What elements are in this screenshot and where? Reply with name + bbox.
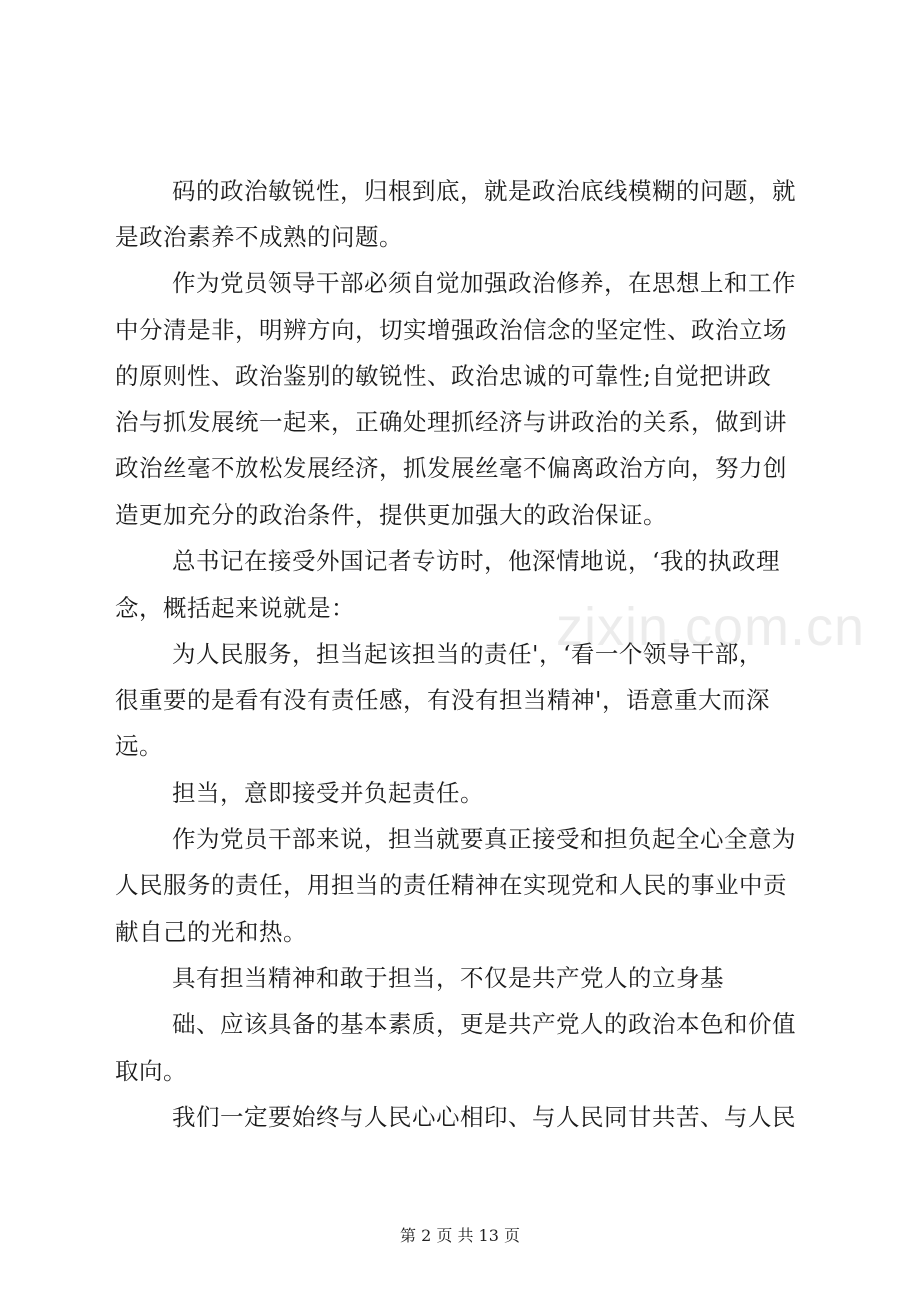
text-line: 的原则性、政治鉴别的敏锐性、政治忠诚的可靠性;自觉把讲政 xyxy=(115,362,772,390)
text-line: 念，概括起来说就是： xyxy=(115,594,355,622)
watermark: zixin.com.cn xyxy=(556,597,866,657)
text-line: 中分清是非，明辨方向，切实增强政治信念的坚定性、政治立场 xyxy=(115,316,787,344)
text-line: 治与抓发展统一起来，正确处理抓经济与讲政治的关系，做到讲 xyxy=(115,408,787,436)
text-line: 为人民服务，担当起该担当的责任'，‘看一个领导干部， xyxy=(172,640,763,668)
text-line: 很重要的是看有没有责任感，有没有担当精神'，语意重大而深 xyxy=(115,686,770,714)
text-line: 础、应该具备的基本素质，更是共产党人的政治本色和价值 xyxy=(172,1010,796,1038)
text-line: 人民服务的责任，用担当的责任精神在实现党和人民的事业中贡 xyxy=(115,871,787,899)
text-line: 献自己的光和热。 xyxy=(115,918,307,946)
text-line: 作为党员干部来说，担当就要真正接受和担负起全心全意为 xyxy=(172,825,796,853)
text-line: 我们一定要始终与人民心心相印、与人民同甘共苦、与人民 xyxy=(172,1103,796,1131)
text-line: 总书记在接受外国记者专访时，他深情地说，‘我的执政理 xyxy=(172,547,780,575)
text-line: 远。 xyxy=(115,732,163,760)
text-line: 担当，意即接受并负起责任。 xyxy=(172,779,484,807)
text-line: 作为党员领导干部必须自觉加强政治修养，在思想上和工作 xyxy=(172,269,796,297)
text-line: 政治丝毫不放松发展经济，抓发展丝毫不偏离政治方向，努力创 xyxy=(115,454,787,482)
text-line: 取向。 xyxy=(115,1057,187,1085)
text-line: 造更加充分的政治条件，提供更加强大的政治保证。 xyxy=(115,501,667,529)
text-line: 是政治素养不成熟的问题。 xyxy=(115,223,403,251)
text-line: 具有担当精神和敢于担当，不仅是共产党人的立身基 xyxy=(172,964,724,992)
text-line: 码的政治敏锐性，归根到底，就是政治底线模糊的问题，就 xyxy=(172,177,796,205)
page-footer: 第 2 页 共 13 页 xyxy=(400,1226,520,1245)
